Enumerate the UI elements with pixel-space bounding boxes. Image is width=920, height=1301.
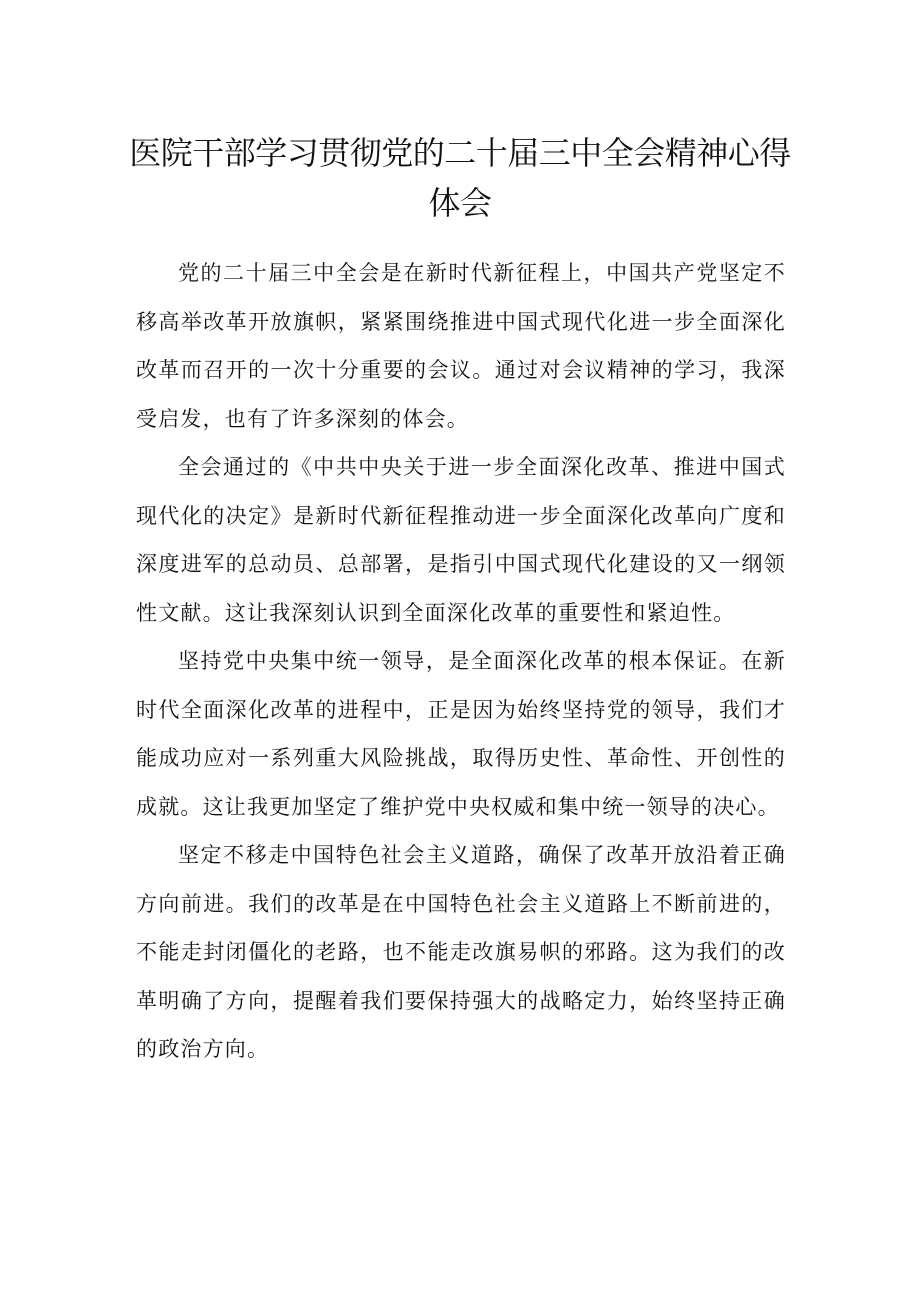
paragraph-1: 党的二十届三中全会是在新时代新征程上，中国共产党坚定不移高举改革开放旗帜，紧紧围绕推进中国式现代化进一步全面深化改革而召开的一次十分重要的会议。通过对会议精神的学习，我深受启发，也有了许多深刻的体会。 — [136, 261, 786, 431]
document-title: 医院干部学习贯彻党的二十届三中全会精神心得体会 — [129, 134, 791, 222]
document-body — [136, 249, 786, 1074]
paragraph-4: 坚定不移走中国特色社会主义道路，确保了改革开放沿着正确方向前进。我们的改革是在中国特色社会主义道路上不断前进的，不能走封闭僵化的老路，也不能走改旗易帜的邪路。这为我们的改革明确了方向，提醒着我们要保持强大的战略定力，始终坚持正确的政治方向。 — [136, 843, 786, 1061]
paragraph-2: 全会通过的《中共中央关于进一步全面深化改革、推进中国式现代化的决定》是新时代新征程推动进一步全面深化改革向广度和深度进军的总动员、总部署，是指引中国式现代化建设的又一纲领性文献。这让我深刻认识到全面深化改革的重要性和紧迫性。 — [136, 455, 786, 625]
paragraph-3: 坚持党中央集中统一领导，是全面深化改革的根本保证。在新时代全面深化改革的进程中，正是因为始终坚持党的领导，我们才能成功应对一系列重大风险挑战，取得历史性、革命性、开创性的成就。这让我更加坚定了维护党中央权威和集中统一领导的决心。 — [136, 649, 786, 819]
